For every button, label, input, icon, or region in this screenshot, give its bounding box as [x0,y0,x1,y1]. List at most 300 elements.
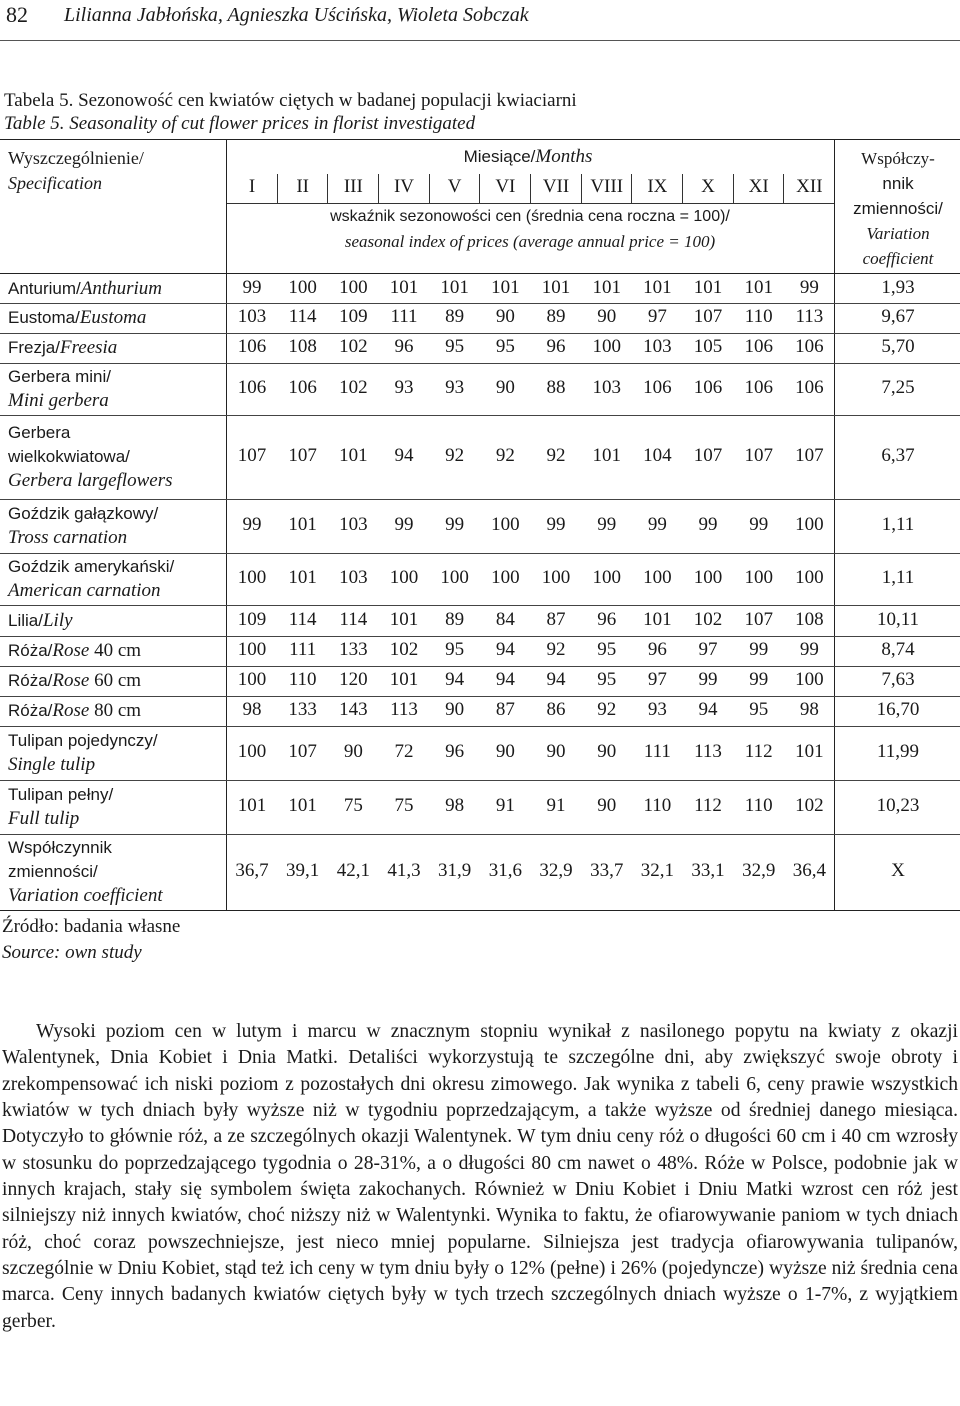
value-cell: 98 [242,699,262,720]
value-cell: 96 [394,336,414,357]
value-cell: 91 [495,795,515,816]
value-cell: 100 [693,567,723,588]
value-cell: 72 [394,741,414,762]
value-cell: 100 [491,514,520,535]
value-cell: 102 [795,795,824,816]
month-label: VI [495,176,516,197]
value-cell: 75 [343,795,363,816]
label-pl: zmienności/ [8,862,98,881]
value-cell: 93 [445,377,465,398]
body-paragraph: Wysoki poziom cen w lutym i marcu w znacznym stopniu wynikał z nasilonego popytu na kwiaty z okazji Walentynek, Dnia Kobiet i Dnia Matki. Detaliści wykorzystują te szczególne dni, aby zwiększyć swoje obroty i zrekompensować ich niski poziom z pozostałych dni okresu zimowego. Jak wynika z tabeli 6, ceny prawie wszystkich kwiatów w tych dniach były wyższe niż w tygodniu poprzedzającym, a także wyższe od średniej danego miesiąca. Dotyczyło to głównie róż, a ze szczególnych okazji Walentynek. W tym dniu ceny róż o długości 60 cm i 40 cm wzrosły w stosunku do poprzedzającego tygodnia o 28-31%, a o długości 80 cm nawet o 48%. Róże w Polsce, podobnie jak w innych krajach, stały się symbolem święta zakochanych. Również w Dniu Kobiet i Dniu Matki wzrost cen róż jest silniejszy niż innych kwiatów, choć niższy niż w Walentynki. Wynika to faktu, że ofiarowywanie paniom w tych dniach róż, choć coraz powszechniejsze, jest nieco mniej popularne. Silniejsza jest tradycja ofiarowywania tulipanów, szczególnie w Dniu Kobiet, stąd też ich ceny w tym dniu były o 12% (pełne) i 26% (pojedyncze) wyższe niż średnia cena marca. Ceny innych badanych kwiatów ciętych były w tych trzech szczególnych dniach wyższe o 1-7%, z wyjątkiem gerber. [2,1021,958,1332]
table-row [0,636,960,666]
value-cell: 102 [693,608,723,630]
value-cell: 39,1 [286,860,320,881]
source-en: Source: own study [2,942,142,963]
coefficient-cell: 7,25 [881,377,915,398]
value-cell: 107 [744,445,773,466]
value-cell: 87 [546,608,566,630]
value-cell: 99 [749,514,769,535]
value-cell: 101 [592,445,621,466]
label-en: Single tulip [8,754,96,775]
value-cell: 102 [389,639,419,660]
label-pl: Anturium/ [8,278,81,298]
value-cell: 104 [643,445,672,466]
value-cell: 98 [445,795,465,816]
label-pl: wielkokwiatowa/ [8,447,130,466]
value-cell: 106 [237,336,267,357]
value-cell: 36,4 [792,860,826,881]
table-row [0,274,960,303]
value-cell: 99 [698,514,718,535]
label-en: Full tulip [8,808,80,829]
value-cell: 90 [343,741,363,762]
row-label [8,421,172,493]
value-cell: 98 [799,699,819,720]
row-label [8,699,141,723]
month-divider [327,174,328,203]
value-cell: 97 [698,639,718,660]
value-cell: 101 [440,276,469,298]
row-label-line [8,669,141,693]
header-specification [8,146,144,196]
row-label-line [8,526,158,550]
row-label-line [8,609,73,633]
value-cell: 100 [288,276,317,298]
label-suffix: 80 cm [89,700,142,721]
value-cell: 90 [597,795,617,816]
value-cell: 75 [394,795,414,816]
coefficient-cell: 6,37 [881,445,915,466]
label-en: Variation coefficient [8,885,163,906]
label-pl: Lilia/ [8,610,43,630]
page-number: 82 [6,2,28,27]
value-cell: 100 [795,567,824,588]
value-cell: 41,3 [387,860,421,881]
value-cell: 113 [694,741,722,762]
value-cell: 106 [288,377,317,398]
value-cell: 101 [643,276,672,298]
value-cell: 99 [445,514,465,535]
table-row [0,363,960,415]
row-label [8,502,158,550]
coefficient-cell: X [891,860,905,881]
value-cell: 100 [592,567,621,588]
running-header [0,0,960,41]
value-cell: 110 [744,306,773,327]
value-cell: 100 [744,567,773,588]
value-cell: 100 [643,567,672,588]
table-row [0,666,960,696]
value-cell: 36,7 [235,860,269,881]
row-label-line [8,277,162,301]
row-label-line [8,421,172,445]
value-cell: 94 [495,669,515,690]
value-cell: 89 [445,306,465,327]
value-cell: 103 [339,514,368,535]
header-months-rule [226,203,834,204]
value-cell: 113 [390,699,418,720]
value-cell: 101 [288,795,317,816]
label-en: American carnation [8,580,161,601]
value-cell: 99 [749,669,769,690]
value-cell: 107 [288,445,317,466]
value-cell: 143 [339,699,368,720]
value-cell: 101 [643,608,672,630]
value-cell: 133 [339,639,368,660]
row-label [8,836,163,908]
value-cell: 101 [288,514,317,535]
value-cell: 100 [339,276,368,298]
month-divider [378,174,379,203]
value-cell: 114 [288,306,317,327]
value-cell: 91 [546,795,566,816]
label-en: Gerbera largeflowers [8,470,173,491]
value-cell: 90 [546,741,566,762]
table-source [2,914,180,966]
value-cell: 110 [643,795,672,816]
value-cell: 99 [647,514,667,535]
value-cell: 111 [643,741,671,762]
month-label: X [701,176,715,197]
row-label-line [8,807,113,831]
table-row [0,553,960,605]
row-label-line [8,445,172,469]
month-divider [277,174,278,203]
value-cell: 89 [546,306,566,327]
value-cell: 101 [389,608,419,630]
value-cell: 87 [495,699,515,720]
value-cell: 101 [339,445,368,466]
value-cell: 92 [546,639,566,660]
value-cell: 112 [694,795,722,816]
value-cell: 109 [339,306,368,327]
table-row [0,605,960,636]
value-cell: 106 [237,377,267,398]
value-cell: 99 [394,514,414,535]
label-pl: Goździk gałązkowy/ [8,504,159,523]
value-cell: 112 [744,741,773,762]
row-label [8,669,141,693]
value-cell: 100 [440,567,469,588]
value-cell: 100 [389,567,419,588]
value-cell: 101 [491,276,520,298]
label-pl: Goździk amerykański/ [8,557,175,576]
row-label-line [8,579,174,603]
value-cell: 120 [339,669,368,690]
value-cell: 109 [237,608,267,630]
value-cell: 100 [795,514,824,535]
coefficient-cell: 1,11 [881,514,915,535]
table-row [0,696,960,726]
value-cell: 101 [389,669,419,690]
value-cell: 95 [597,639,617,660]
value-cell: 90 [597,306,617,327]
value-cell: 94 [698,699,718,720]
value-cell: 100 [592,336,621,357]
value-cell: 42,1 [336,860,370,881]
month-label: I [248,176,256,197]
value-cell: 99 [242,514,262,535]
value-cell: 110 [744,795,773,816]
value-cell: 103 [237,306,267,327]
table-row [0,780,960,834]
row-label [8,306,146,330]
value-cell: 106 [744,377,773,398]
month-divider [783,174,784,203]
value-cell: 106 [795,377,824,398]
value-cell: 92 [445,445,465,466]
month-divider [682,174,683,203]
month-label: V [447,176,462,197]
table-caption-pl: Tabela 5. Sezonowość cen kwiatów ciętych w badanej populacji kwiaciarni [4,90,577,111]
header-months-en: Months [535,146,593,167]
value-cell: 92 [597,699,617,720]
coefficient-cell: 16,70 [876,699,920,720]
coefficient-cell: 9,67 [881,306,915,327]
value-cell: 93 [394,377,414,398]
row-label [8,609,73,633]
month-label: II [296,176,309,197]
row-label [8,783,113,831]
table-row [0,303,960,333]
month-label: VII [542,176,570,197]
value-cell: 90 [597,741,617,762]
table-top-rule [0,139,960,140]
row-label-line [8,860,163,884]
label-pl: Eustoma/ [8,308,80,327]
value-cell: 89 [445,608,465,630]
table-row [0,415,960,499]
label-suffix: 40 cm [89,640,142,661]
row-label-line [8,469,172,493]
value-cell: 95 [445,336,465,357]
row-label-line [8,306,146,330]
value-cell: 100 [541,567,571,588]
label-pl: Gerbera mini/ [8,367,111,386]
row-label-line [8,502,158,526]
value-cell: 102 [339,336,368,357]
month-divider [733,174,734,203]
value-cell: 107 [693,445,723,466]
row-label-line [8,783,113,807]
value-cell: 31,6 [488,860,522,881]
header-coefficient [836,146,960,271]
value-cell: 95 [495,336,515,357]
label-pl: Róża/ [8,701,53,720]
row-label-line [8,884,163,908]
value-cell: 114 [288,608,317,630]
coefficient-cell: 8,74 [881,639,915,660]
header-coef-en-2: coefficient [862,249,934,268]
value-cell: 103 [643,336,672,357]
value-cell: 95 [597,669,617,690]
value-cell: 111 [289,639,317,660]
table-row [0,333,960,363]
table-row [0,499,960,553]
value-cell: 107 [237,445,267,466]
label-en: Mini gerbera [8,390,109,411]
value-cell: 32,1 [640,860,674,881]
label-pl: Róża/ [8,671,53,690]
row-label-line [8,836,163,860]
table-row [0,726,960,780]
value-cell: 92 [495,445,515,466]
value-cell: 93 [647,699,667,720]
value-cell: 100 [795,669,824,690]
value-cell: 31,9 [438,860,472,881]
header-index-en: seasonal index of prices (average annual price = 100) [344,232,716,251]
value-cell: 33,1 [691,860,725,881]
table-row [0,834,960,910]
label-en: Freesia [59,337,118,358]
value-cell: 105 [693,336,723,357]
header-index-pl: wskaźnik sezonowości cen (średnia cena roczna = 100)/ [330,208,730,225]
value-cell: 95 [749,699,769,720]
value-cell: 90 [445,699,465,720]
value-cell: 96 [647,639,667,660]
value-cell: 95 [445,639,465,660]
value-cell: 101 [389,276,419,298]
coefficient-cell: 10,11 [876,608,920,630]
row-label-line [8,336,117,360]
row-label [8,336,117,360]
row-label [8,639,141,663]
label-en: Rose [52,670,90,691]
coefficient-cell: 10,23 [876,795,920,816]
row-label-line [8,639,141,663]
row-label [8,277,162,301]
value-cell: 113 [795,306,824,327]
value-cell: 99 [799,639,819,660]
row-label-line [8,699,141,723]
value-cell: 101 [795,741,824,762]
month-divider [581,174,582,203]
value-cell: 108 [795,608,824,630]
coefficient-cell: 5,70 [881,336,915,357]
coefficient-cell: 7,63 [881,669,915,690]
value-cell: 32,9 [539,860,573,881]
value-cell: 94 [495,639,515,660]
header-coef-pl-1: Współczy- [861,149,935,168]
header-coef-pl-2: nnik [882,174,914,193]
label-pl: Współczynnik [8,838,112,857]
label-pl: Tulipan pełny/ [8,785,114,804]
header-spec-pl: Wyszczególnienie/ [8,148,144,168]
table-bottom-rule [0,910,960,911]
label-en: Rose [52,640,90,661]
header-coef-en-1: Variation [866,224,930,243]
value-cell: 106 [693,377,723,398]
row-label-line [8,729,158,753]
value-cell: 84 [495,608,515,630]
value-cell: 99 [242,276,262,298]
value-cell: 103 [592,377,621,398]
label-suffix: 60 cm [89,670,142,691]
row-label-line [8,365,111,389]
row-label-line [8,753,158,777]
value-cell: 107 [288,741,317,762]
value-cell: 103 [339,567,368,588]
value-cell: 101 [541,276,571,298]
label-pl: Gerbera [8,423,71,442]
value-cell: 99 [597,514,617,535]
value-cell: 110 [288,669,317,690]
row-label [8,365,111,413]
row-label [8,555,174,603]
value-cell: 97 [647,306,667,327]
month-divider [631,174,632,203]
value-cell: 106 [643,377,672,398]
value-cell: 99 [546,514,566,535]
value-cell: 94 [546,669,566,690]
value-cell: 90 [495,377,515,398]
coefficient-cell: 11,99 [876,741,920,762]
value-cell: 101 [288,567,317,588]
value-cell: 101 [237,795,267,816]
value-cell: 97 [647,669,667,690]
value-cell: 102 [339,377,368,398]
header-months-pl: Miesiące/ [463,147,536,166]
value-cell: 33,7 [590,860,624,881]
label-pl: Róża/ [8,641,53,660]
header-coef-pl-3: zmienności/ [853,199,943,218]
table-caption-en: Table 5. Seasonality of cut flower prices in florist investigated [4,113,476,134]
value-cell: 101 [592,276,621,298]
value-cell: 106 [744,336,773,357]
coefficient-cell: 1,11 [881,567,915,588]
value-cell: 100 [237,669,267,690]
value-cell: 96 [597,608,617,630]
month-label: IX [647,176,668,197]
value-cell: 111 [390,306,418,327]
value-cell: 106 [795,336,824,357]
source-pl: Źródło: badania własne [2,916,181,937]
row-label [8,729,158,777]
value-cell: 107 [744,608,773,630]
value-cell: 100 [237,639,267,660]
label-en: Tross carnation [8,527,128,548]
value-cell: 96 [546,336,566,357]
value-cell: 90 [495,741,515,762]
value-cell: 32,9 [742,860,776,881]
label-en: Rose [52,700,90,721]
value-cell: 133 [288,699,317,720]
header-spec-en: Specification [8,173,102,193]
month-label: VIII [590,176,624,197]
header-months [226,146,830,168]
value-cell: 96 [445,741,465,762]
label-pl: Tulipan pojedynczy/ [8,731,158,750]
label-en: Eustoma [79,307,147,328]
value-cell: 108 [288,336,317,357]
month-label: XI [748,176,769,197]
value-cell: 94 [394,445,414,466]
value-cell: 114 [339,608,368,630]
authors: Lilianna Jabłońska, Agnieszka Uścińska, Wioleta Sobczak [64,4,529,26]
month-divider [479,174,480,203]
value-cell: 94 [445,669,465,690]
value-cell: 107 [693,306,723,327]
value-cell: 107 [795,445,824,466]
value-cell: 100 [491,567,520,588]
value-cell: 99 [799,276,819,298]
value-cell: 88 [546,377,566,398]
value-cell: 101 [693,276,723,298]
label-pl: Frezja/ [8,338,60,357]
coefficient-cell: 1,93 [881,276,915,298]
row-label-line [8,555,174,579]
value-cell: 99 [749,639,769,660]
